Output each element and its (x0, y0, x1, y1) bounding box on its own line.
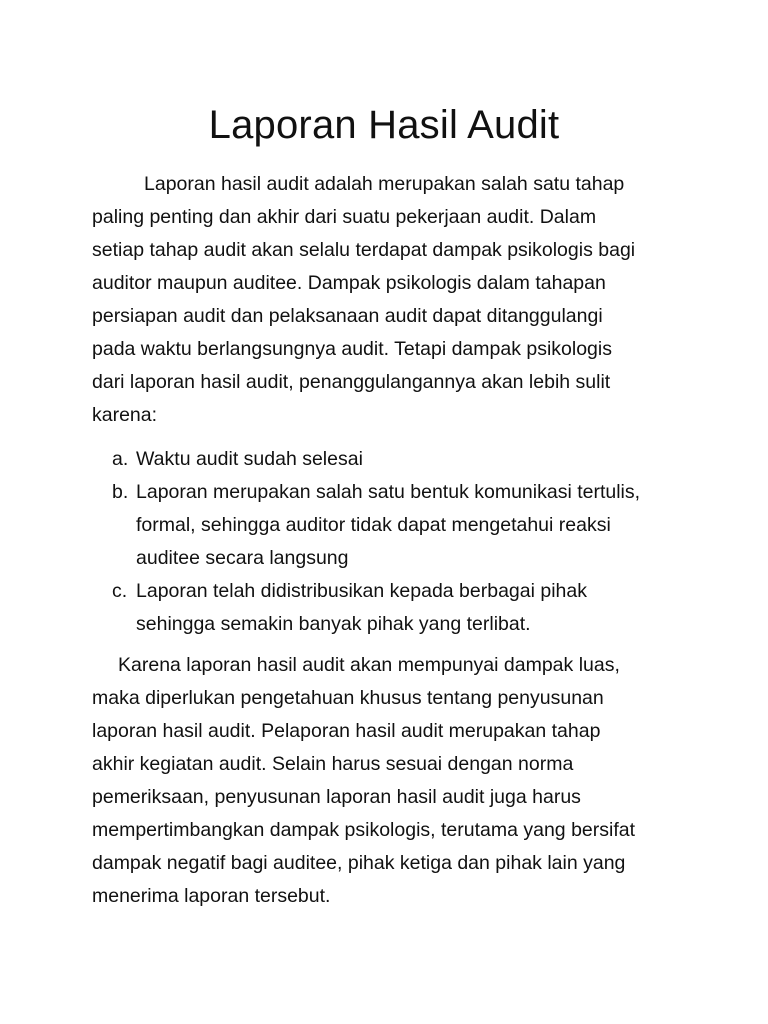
list-marker: a. (112, 448, 129, 470)
paragraph-line: karena: (92, 404, 158, 426)
paragraph-line: maka diperlukan pengetahuan khusus tentang penyusunan (92, 687, 604, 709)
list-item (112, 476, 712, 575)
paragraph-line: dampak negatif bagi auditee, pihak ketiga dan pihak lain yang (92, 852, 626, 874)
paragraph-line: akhir kegiatan audit. Selain harus sesuai dengan norma (92, 753, 574, 775)
list-marker: c. (112, 580, 128, 602)
list-item (112, 443, 712, 476)
paragraph-line: dari laporan hasil audit, penanggulangannya akan lebih sulit (92, 371, 611, 393)
list-item (112, 575, 712, 641)
list-line: Laporan telah didistribusikan kepada berbagai pihak (136, 580, 587, 602)
paragraph-line: menerima laporan tersebut. (92, 885, 331, 907)
paragraph-line: Karena laporan hasil audit akan mempunyai dampak luas, (118, 654, 620, 676)
paragraph-line: auditor maupun auditee. Dampak psikologis dalam tahapan (92, 272, 606, 294)
paragraph-line: pemeriksaan, penyusunan laporan hasil audit juga harus (92, 786, 581, 808)
list-line: formal, sehingga auditor tidak dapat mengetahui reaksi (136, 514, 611, 536)
list-line: Waktu audit sudah selesai (136, 448, 363, 470)
intro-paragraph (92, 168, 692, 432)
paragraph-line: paling penting dan akhir dari suatu pekerjaan audit. Dalam (92, 206, 597, 228)
paragraph-line: Laporan hasil audit adalah merupakan salah satu tahap (144, 173, 625, 195)
list-line: Laporan merupakan salah satu bentuk komunikasi tertulis, (136, 481, 641, 503)
list-line: auditee secara langsung (136, 547, 349, 569)
paragraph-line: mempertimbangkan dampak psikologis, terutama yang bersifat (92, 819, 636, 841)
list-line: sehingga semakin banyak pihak yang terlibat. (136, 613, 531, 635)
paragraph-line: persiapan audit dan pelaksanaan audit dapat ditanggulangi (92, 305, 603, 327)
page-title: Laporan Hasil Audit (208, 103, 560, 147)
reasons-list (112, 443, 712, 641)
paragraph-line: setiap tahap audit akan selalu terdapat dampak psikologis bagi (92, 239, 636, 261)
paragraph-line: laporan hasil audit. Pelaporan hasil audit merupakan tahap (92, 720, 601, 742)
closing-paragraph (92, 649, 692, 913)
paragraph-line: pada waktu berlangsungnya audit. Tetapi dampak psikologis (92, 338, 612, 360)
list-marker: b. (112, 481, 129, 503)
